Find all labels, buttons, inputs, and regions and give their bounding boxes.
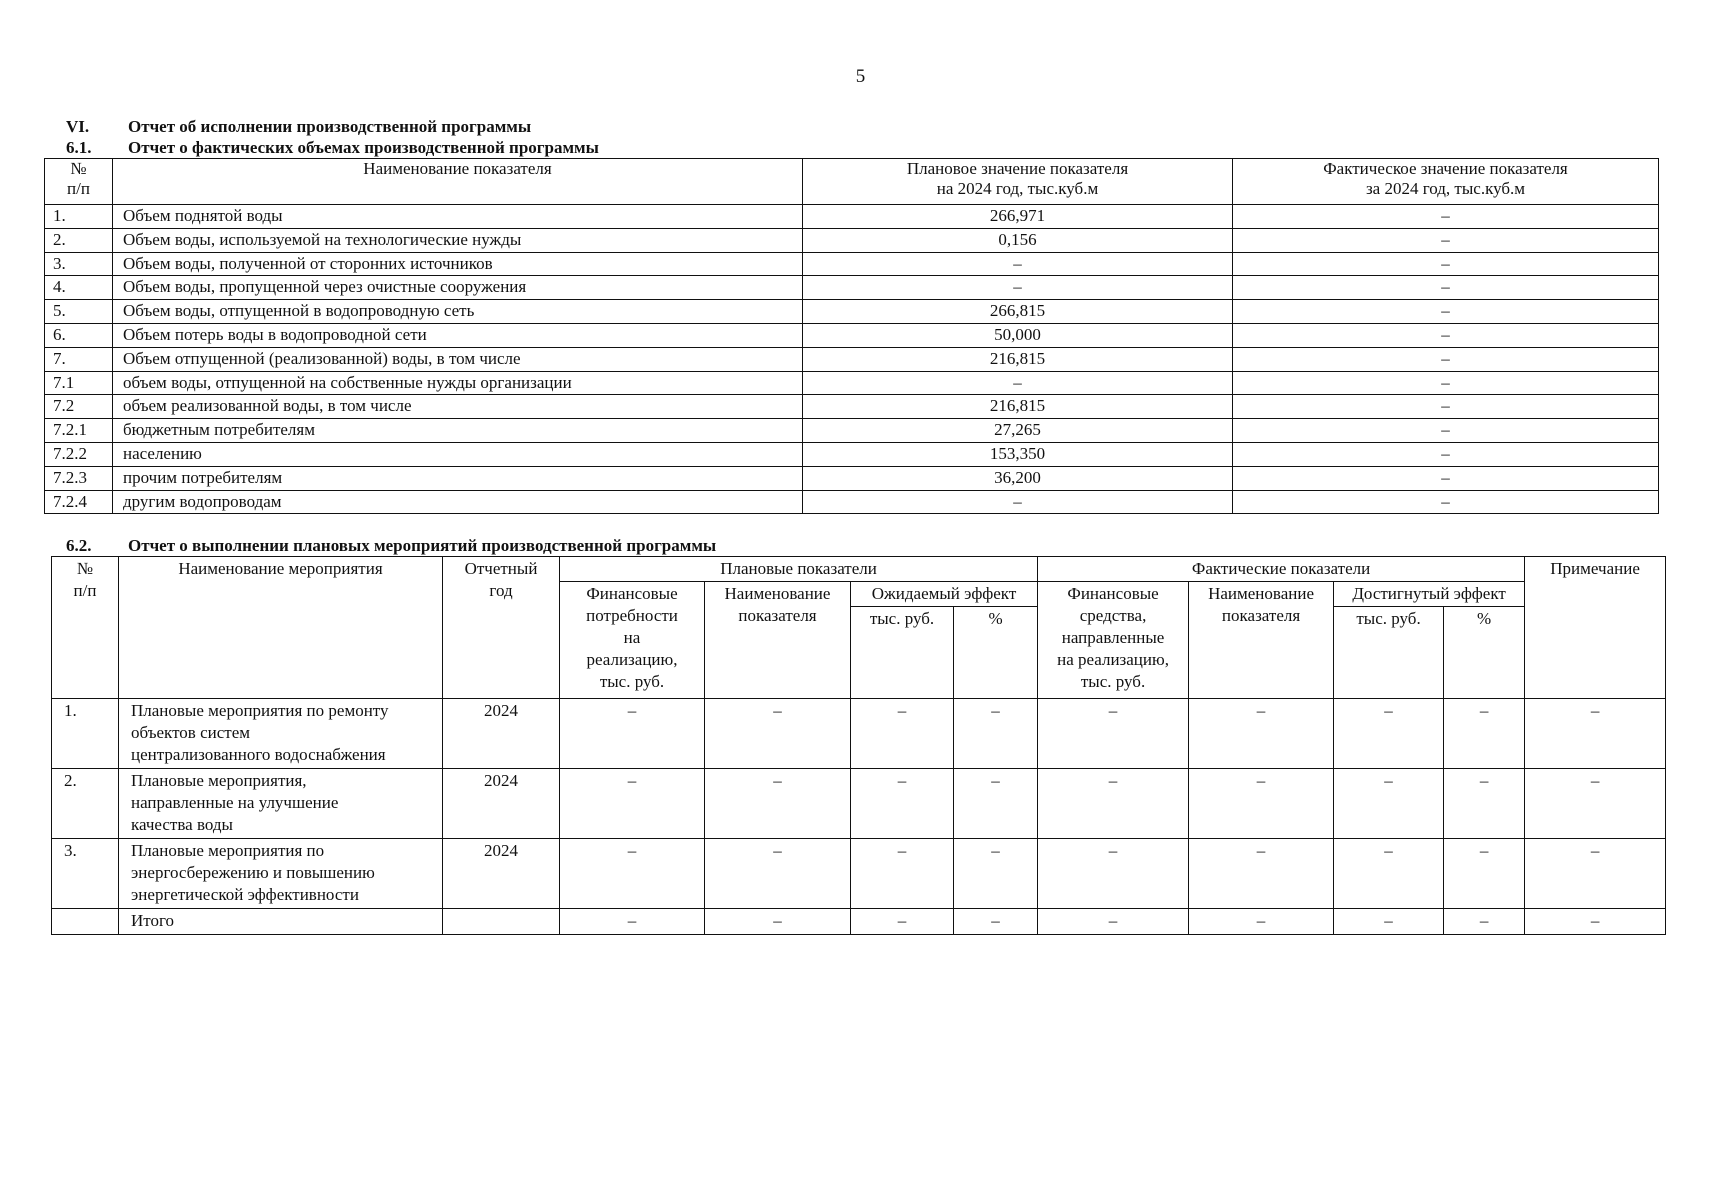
measure-name-line: централизованного водоснабжения [131,745,386,764]
plan-value: – [803,371,1233,395]
planned-measures-table [51,556,1666,935]
header-plan-line1: Плановое значение показателя [906,159,1129,178]
page-number: 5 [855,66,866,87]
fin-means-value: – [1038,699,1189,769]
header-expected-effect-text: Ожидаемый эффект [871,584,1017,603]
measure-name [119,839,443,909]
total-achieved-thous-rub-value: – [1334,909,1444,935]
indicator-name: Объем потерь воды в водопроводной сети [113,323,803,347]
achieved-thous-rub-value: – [1334,769,1444,839]
note-value: – [1525,699,1666,769]
header-actual-indicator-name [1189,582,1334,699]
total-fin-means-value: – [1038,909,1189,935]
expected-thous-rub-value: – [851,839,954,909]
expected-percent-value: – [954,769,1038,839]
indicator-name: бюджетным потребителям [113,419,803,443]
header-measure-name [119,557,443,699]
fact-value: – [1233,252,1659,276]
row-number: 4. [45,276,113,300]
header-indicator-name [113,159,803,205]
plan-value: 50,000 [803,323,1233,347]
production-volumes-table [44,158,1659,514]
header-report-year [443,557,560,699]
achieved-percent-value: – [1444,769,1525,839]
table-row [45,300,1659,324]
header-fin-needs-l2: потребности [586,606,678,625]
row-number: 7.2.2 [45,442,113,466]
note-value: – [1525,769,1666,839]
measure-name-line: объектов систем [131,723,250,742]
indicator-name: объем воды, отпущенной на собственные нужды организации [113,371,803,395]
achieved-percent-value: – [1444,839,1525,909]
table-row [45,205,1659,229]
row-number: 3. [52,839,119,909]
plan-value: 216,815 [803,395,1233,419]
plan-value: 27,265 [803,419,1233,443]
measure-name-line: направленные на улучшение [131,793,339,812]
plan-value: – [803,276,1233,300]
report-year: 2024 [443,769,560,839]
section-vi-number: VI. [66,117,90,136]
section-vi-heading [66,117,531,137]
row-number: 7.2.4 [45,490,113,514]
row-number: 1. [45,205,113,229]
header-plan-value [803,159,1233,205]
table-row [52,839,1666,909]
total-note-value: – [1525,909,1666,935]
plan-value: 266,971 [803,205,1233,229]
table-row [45,252,1659,276]
row-number: 7. [45,347,113,371]
section-vi-title: Отчет об исполнении производственной программы [128,117,532,136]
header-ain-l2: показателя [1221,606,1301,625]
row-number: 7.2.1 [45,419,113,443]
header-expected-percent [954,607,1038,699]
total-label: Итого [119,909,443,935]
table62-body [52,699,1666,935]
indicator-name: Объем воды, используемой на технологические нужды [113,228,803,252]
indicator-name: Объем воды, отпущенной в водопроводную сеть [113,300,803,324]
fact-value: – [1233,347,1659,371]
header-expected-percent-text: % [988,609,1003,628]
expected-percent-value: – [954,699,1038,769]
table-row [52,699,1666,769]
measure-name-line: Плановые мероприятия, [131,771,307,790]
header-fin-needs [560,582,705,699]
header-fin-needs-l4: реализацию, [586,650,678,669]
fact-value: – [1233,323,1659,347]
header-fin-means-l5: тыс. руб. [1080,672,1146,691]
total-empty-cell [52,909,119,935]
total-row [52,909,1666,935]
section-62-number: 6.2. [66,536,92,555]
expected-thous-rub-value: – [851,699,954,769]
header-achieved-percent-text: % [1476,609,1492,628]
table62-header-row-1 [52,557,1666,582]
section-61-number: 6.1. [66,138,92,157]
row-number: 7.1 [45,371,113,395]
header-fin-means-l3: направленные [1061,628,1165,647]
expected-thous-rub-value: – [851,769,954,839]
actual-indicator-value: – [1189,699,1334,769]
indicator-name: объем реализованной воды, в том числе [113,395,803,419]
table-row [45,323,1659,347]
header-expected-effect [851,582,1038,607]
table-row [45,395,1659,419]
header-num-line2: п/п [67,179,90,198]
achieved-thous-rub-value: – [1334,699,1444,769]
fact-value: – [1233,490,1659,514]
indicator-name: населению [113,442,803,466]
planned-indicator-value: – [705,839,851,909]
header-fin-needs-l1: Финансовые [586,584,678,603]
table-row [45,347,1659,371]
achieved-thous-rub-value: – [1334,839,1444,909]
header-planned-indicator-name [705,582,851,699]
header-indicator-name-text: Наименование показателя [363,159,552,178]
table-row [52,769,1666,839]
header-plan-line2: на 2024 год, тыс.куб.м [936,179,1099,198]
header-num-line2: п/п [73,581,97,600]
plan-value: 36,200 [803,466,1233,490]
fact-value: – [1233,205,1659,229]
report-year: 2024 [443,839,560,909]
header-achieved-effect-text: Достигнутый эффект [1352,584,1506,603]
plan-value: – [803,252,1233,276]
table-row [45,371,1659,395]
total-year-empty [443,909,560,935]
table61-body [45,205,1659,514]
row-number: 2. [52,769,119,839]
header-achieved-thous-rub-text: тыс. руб. [1356,609,1421,628]
measure-name-line: энергосбережению и повышению [131,863,375,882]
header-achieved-percent [1444,607,1525,699]
header-fact-line1: Фактическое значение показателя [1323,159,1568,178]
table-row [45,419,1659,443]
header-pin-l2: показателя [738,606,817,625]
header-fin-needs-l3: на [623,628,641,647]
header-measure-name-text: Наименование мероприятия [178,559,383,578]
indicator-name: Объем отпущенной (реализованной) воды, в том числе [113,347,803,371]
header-achieved-effect [1334,582,1525,607]
header-fact-line2: за 2024 год, тыс.куб.м [1365,179,1526,198]
total-achieved-percent-value: – [1444,909,1525,935]
indicator-name: Объем воды, полученной от сторонних источников [113,252,803,276]
fact-value: – [1233,300,1659,324]
plan-value: 216,815 [803,347,1233,371]
header-fin-means [1038,582,1189,699]
total-fin-needs-value: – [560,909,705,935]
header-pin-l1: Наименование [724,584,831,603]
measure-name-line: энергетической эффективности [131,885,359,904]
row-number: 1. [52,699,119,769]
fact-value: – [1233,371,1659,395]
plan-value: – [803,490,1233,514]
plan-value: 266,815 [803,300,1233,324]
total-planned-indicator-value: – [705,909,851,935]
fact-value: – [1233,228,1659,252]
header-expected-thous-rub [851,607,954,699]
table-row [45,276,1659,300]
section-62-title: Отчет о выполнении плановых мероприятий производственной программы [128,536,717,555]
header-fin-means-l1: Финансовые [1067,584,1159,603]
row-number: 2. [45,228,113,252]
header-fin-means-l4: на реализацию, [1057,650,1169,669]
fin-means-value: – [1038,769,1189,839]
table-row [45,490,1659,514]
header-num-line1: № [70,159,87,178]
planned-indicator-value: – [705,769,851,839]
indicator-name: прочим потребителям [113,466,803,490]
fin-needs-value: – [560,699,705,769]
header-year-line1: Отчетный [464,559,538,578]
total-actual-indicator-value: – [1189,909,1334,935]
section-61-title: Отчет о фактических объемах производственной программы [128,138,599,157]
total-expected-percent-value: – [954,909,1038,935]
indicator-name: Объем поднятой воды [113,205,803,229]
row-number: 5. [45,300,113,324]
measure-name [119,699,443,769]
table-row [45,442,1659,466]
indicator-name: Объем воды, пропущенной через очистные сооружения [113,276,803,300]
measure-name-line: Плановые мероприятия по [131,841,325,860]
header-note-text: Примечание [1550,559,1640,578]
fin-needs-value: – [560,769,705,839]
header-actual-text: Фактические показатели [1191,559,1371,578]
fact-value: – [1233,395,1659,419]
header-num [52,557,119,699]
header-num [45,159,113,205]
row-number: 6. [45,323,113,347]
header-num-line1: № [76,559,94,578]
indicator-name: другим водопроводам [113,490,803,514]
section-61-heading [66,138,599,158]
header-actual-indicators [1038,557,1525,582]
table-row [45,228,1659,252]
row-number: 3. [45,252,113,276]
fin-means-value: – [1038,839,1189,909]
header-fact-value [1233,159,1659,205]
total-expected-thous-rub-value: – [851,909,954,935]
header-achieved-thous-rub [1334,607,1444,699]
table-row [45,466,1659,490]
table61-header-row [45,159,1659,205]
expected-percent-value: – [954,839,1038,909]
fact-value: – [1233,419,1659,443]
fact-value: – [1233,466,1659,490]
report-year: 2024 [443,699,560,769]
measure-name-line: Плановые мероприятия по ремонту [131,701,389,720]
header-fin-means-l2: средства, [1079,606,1147,625]
planned-indicator-value: – [705,699,851,769]
row-number: 7.2.3 [45,466,113,490]
section-62-heading [66,536,716,556]
row-number: 7.2 [45,395,113,419]
header-note [1525,557,1666,699]
actual-indicator-value: – [1189,769,1334,839]
actual-indicator-value: – [1189,839,1334,909]
header-expected-thous-rub-text: тыс. руб. [869,609,935,628]
fin-needs-value: – [560,839,705,909]
header-planned-indicators [560,557,1038,582]
header-year-line2: год [489,581,513,600]
measure-name [119,769,443,839]
note-value: – [1525,839,1666,909]
plan-value: 0,156 [803,228,1233,252]
measure-name-line: качества воды [131,815,233,834]
header-ain-l1: Наименование [1208,584,1314,603]
header-fin-needs-l5: тыс. руб. [599,672,665,691]
fact-value: – [1233,276,1659,300]
plan-value: 153,350 [803,442,1233,466]
fact-value: – [1233,442,1659,466]
header-planned-text: Плановые показатели [720,559,877,578]
achieved-percent-value: – [1444,699,1525,769]
